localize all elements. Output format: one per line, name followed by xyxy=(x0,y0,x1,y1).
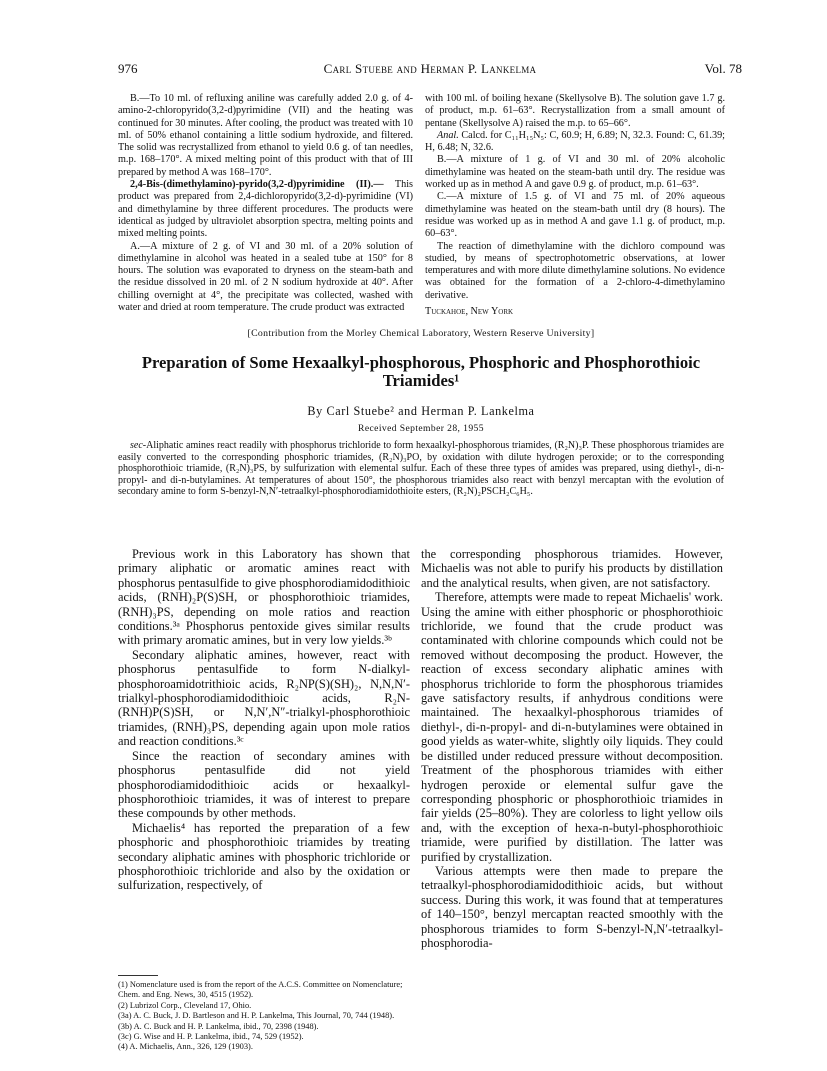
footnote: (4) A. Michaelis, Ann., 326, 129 (1903). xyxy=(118,1042,253,1052)
contribution-line: [Contribution from the Morley Chemical Laboratory, Western Reserve University] xyxy=(247,328,595,339)
footnote: (3c) G. Wise and H. P. Lankelma, ibid., 74, 529 (1952). xyxy=(118,1032,304,1042)
running-title: Carl Stuebe and Herman P. Lankelma xyxy=(323,61,537,76)
abstract-lead: sec- xyxy=(130,440,147,451)
body-paragraph: Therefore, attempts were made to repeat Michaelis' work. Using the amine with either phosphoric or phosphorothioic trichloride, we found that the crude product was contaminated with chlorine compounds which could not be removed without decomposing the product. However, the reaction of excess secondary aliphatic amines with phosphorus trichloride to form the phosphorous triamides gave satisfactory results, if anhydrous conditions were maintained. The hexaalkyl-phosphorous triamides of diethyl-, di-n-propyl- and di-n-butylamines were obtained in good yields as water-white, slightly oily liquids. They could be distilled under reduced pressure without decomposition. Treatment of the phosphorous triamides with either hydrogen peroxide or elemental sulfur gave the corresponding phosphoric or phosphorothioic triamides in fair yields (25–80%). They are colorless to light yellow oils and, with the exception of hexa-n-butyl-phosphorothioic triamide, were purified by distillation. The latter was purified by crystallization. xyxy=(421,590,723,864)
previous-article-left-column xyxy=(118,93,413,314)
compound-ii-heading: 2,4-Bis-(dimethylamino)-pyrido(3,2-d)pyrimidine (II).— xyxy=(130,179,384,191)
location: Tuckahoe, New York xyxy=(425,306,514,318)
body-paragraph: the corresponding phosphorous triamides. However, Michaelis was not able to purify his products by distillation and the analytical results, when given, are not satisfactory. xyxy=(421,547,723,590)
article-title: Preparation of Some Hexaalkyl-phosphorous, Phosphoric and Phosphorothioic Triamides¹ xyxy=(141,353,701,390)
body-paragraph: Previous work in this Laboratory has shown that primary aliphatic or aromatic amines react with phosphorus pentasulfide to give phosphorodiamidodithioic acids, (RNH)₂P(S)SH, or phosphorothioic triamides, (RNH)₃PS, depending on mole ratios and reaction conditions.³ᵃ Phosphorus pentoxide gives similar results with primary aromatic amines, but in very low yields.³ᵇ xyxy=(118,547,410,648)
reaction-study-paragraph: The reaction of dimethylamine with the dichloro compound was studied, by means of spectrophotometric observations, at lower temperatures and with more dilute dimethylamine solutions. No evidence was obtained for the formation of a 2-chloro-4-dimethylamino derivative. xyxy=(425,240,725,301)
body-paragraph: Secondary aliphatic amines, however, react with phosphorus pentasulfide to form N-dialkyl-phosphoroamidotrithioic acids, R₂NP(S)(SH)₂, N,N,N′-trialkyl-phosphorodiamidodithioic acids, R₂N-(RNH)P(S)SH, or N,N′,N″-trialkyl-phosphorothioic triamides, (RNH)₃PS, depending again upon mole ratios and reaction conditions.³ᶜ xyxy=(118,647,410,749)
compound-ii-text: This product was prepared from 2,4-dichloropyrido(3,2-d)-pyrimidine (VI) and dimethylamine by three different procedures. The products were identical as judged by ultraviolet absorption spectra, melting points and mixed melting points. xyxy=(118,179,413,240)
footnotes xyxy=(118,980,410,1053)
abstract xyxy=(118,440,724,498)
method-b2-paragraph: B.—A mixture of 1 g. of VI and 30 ml. of 20% alcoholic dimethylamine was heated on the steam-bath until dry. The residue was worked up as in method A and gave 0.9 g. of product, m.p. 61–63°. xyxy=(425,154,725,191)
analysis-paragraph xyxy=(425,130,725,155)
page-header xyxy=(118,61,742,79)
footnote: (3b) A. C. Buck and H. P. Lankelma, ibid., 70, 2398 (1948). xyxy=(118,1021,319,1031)
footnote: (1) Nomenclature used is from the report of the A.C.S. Committee on Nomenclature; Chem. and Eng. News, 30, 4515 (1952). xyxy=(118,980,403,1000)
hexane-paragraph: with 100 ml. of boiling hexane (Skellysolve B). The solution gave 1.7 g. of product, m.p. 61–63°. Recrystallization from a small amount of pentane (Skellysolve A) raised the m.p. to 65–66°. xyxy=(425,93,725,129)
volume-label: Vol. 78 xyxy=(704,61,742,76)
analysis-label: Anal. xyxy=(437,129,459,141)
method-a-paragraph: A.—A mixture of 2 g. of VI and 30 ml. of a 20% solution of dimethylamine in alcohol was heated in a sealed tube at 150° for 8 hours. The solution was evaporated to dryness on the steam-bath and the residue dissolved in 20 ml. of 2 N sodium hydroxide at 40°. After chilling overnight at 4°, the precipitate was collected, washed with water and dried at room temperature. The crude product was extracted xyxy=(118,240,413,314)
method-b-paragraph: B.—To 10 ml. of refluxing aniline was carefully added 2.0 g. of 4-amino-2-chloropyrido(3,2-d)pyrimidine (VII) and the heating was continued for 30 minutes. After cooling, the product was treated with 10 ml. of 50% ethanol containing a little sodium hydroxide, and filtered. The solid was recrystallized from ethanol to yield 0.6 g. of tan needles, m.p. 168–170°. A mixed melting point of this product with that of III prepared by method A was 168–170°. xyxy=(118,93,413,178)
body-left-column xyxy=(118,547,410,893)
method-c-paragraph: C.—A mixture of 1.5 g. of VI and 75 ml. of 20% aqueous dimethylamine was heated on the steam-bath until dry (8 hours). The residue was worked up as in method A and gave 1.1 g. of product, m.p. 60–63°. xyxy=(425,191,725,240)
analysis-text: Calcd. for C₁₁H₁₅N₅: C, 60.9; H, 6.89; N, 32.3. Found: C, 61.39; H, 6.48; N, 32.6. xyxy=(425,129,726,154)
body-right-column xyxy=(421,547,723,950)
body-paragraph: Various attempts were then made to prepare the tetraalkyl-phosphorodiamidodithioic acids, but without success. During this work, it was found that at temperatures of 140–150°, benzyl mercaptan reacted smoothly with the phosphorous triamides to form S-benzyl-N,N′-tetraalkyl-phosphorodia- xyxy=(421,863,723,950)
page-number: 976 xyxy=(118,61,138,76)
received-date: Received September 28, 1955 xyxy=(358,423,484,434)
abstract-text: Aliphatic amines react readily with phosphorus trichloride to form hexaalkyl-phosphorous triamides, (R₂N)₃P. These phosphorous triamides are easily converted to the corresponding phosphoric triamides, (R₂N)₃PO, by oxidation with dilute hydrogen peroxide; or to the corresponding phosphorothioic triamide, (R₂N)₃PS, by sulfurization with elemental sulfur. Each of these three types of amides was prepared, using diethyl-, di-n-propyl- and di-n-butylamines. At temperatures of about 150°, the phosphorous triamides also react with benzyl mercaptan with the evolution of secondary amine to form S-benzyl-N,N′-tetraalkyl-phosphorodiamidothioite esters, (R₂N)₂PSCH₂C₆H₅. xyxy=(118,440,724,498)
body-paragraph: Michaelis⁴ has reported the preparation of a few phosphoric and phosphorothioic triamides by treating secondary aliphatic amines with phosphoric trichloride or phosphorothioic trichloride and also by the oxidation or sulfurization, respectively, of xyxy=(118,820,410,893)
compound-ii-paragraph xyxy=(118,179,413,240)
footnote: (2) Lubrizol Corp., Cleveland 17, Ohio. xyxy=(118,1000,252,1010)
previous-article-right-column xyxy=(425,93,725,318)
footnote: (3a) A. C. Buck, J. D. Bartleson and H. P. Lankelma, This Journal, 70, 744 (1948). xyxy=(118,1011,395,1021)
abstract-paragraph xyxy=(118,440,724,498)
article-authors: By Carl Stuebe² and Herman P. Lankelma xyxy=(307,404,535,418)
footnote-divider xyxy=(118,975,158,976)
body-paragraph: Since the reaction of secondary amines with phosphorus pentasulfide did not yield phosphorodiamidodithioic acids or hexaalkyl-phosphorothioic triamides, it was of interest to prepare these compounds by other methods. xyxy=(118,748,410,821)
